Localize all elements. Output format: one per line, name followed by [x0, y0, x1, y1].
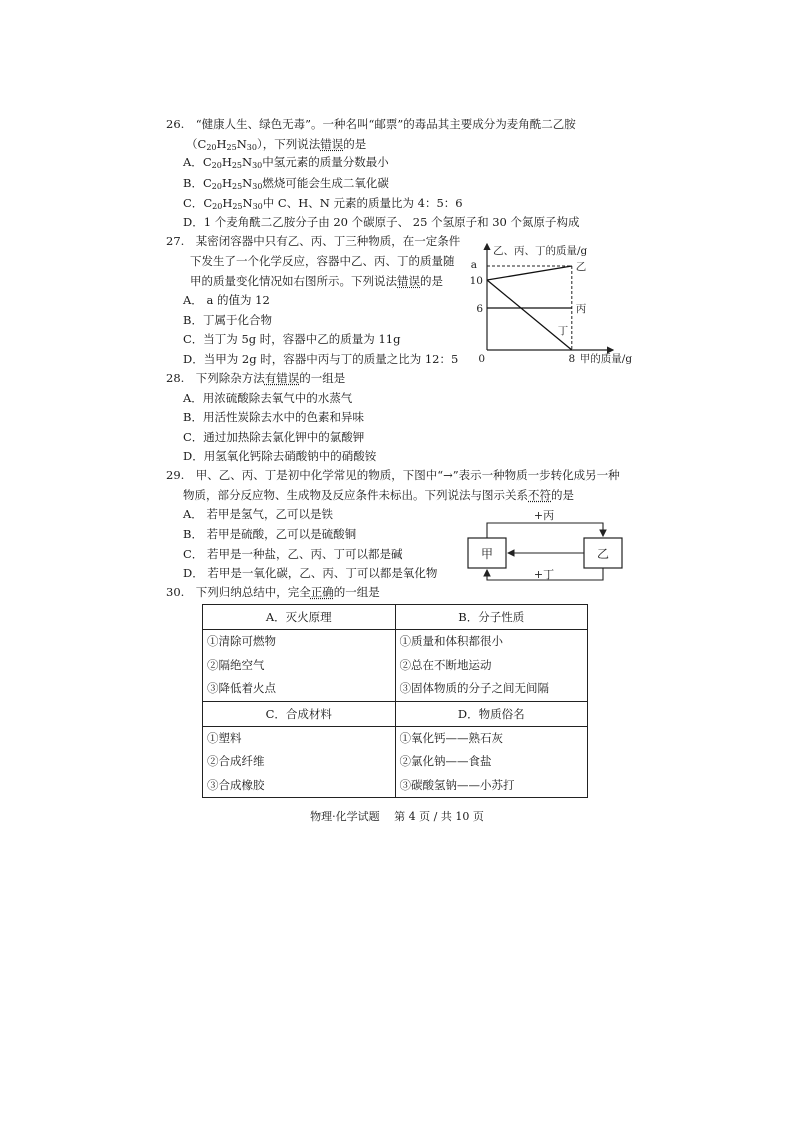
list-item: ②隔绝空气 — [207, 657, 265, 672]
y-axis-label: 乙、丙、丁的质量/g — [493, 245, 588, 257]
list-item: ②总在不断地运动 — [399, 657, 492, 672]
y-tick-label-a: a — [470, 259, 477, 271]
x-tick-label-8: 8 — [568, 353, 576, 365]
q26-option-b: B．$C_{20}H_{25}N_{30}$燃烧可能会生成二氧化碳 — [183, 176, 389, 191]
q27-stem-line2: 下发生了一个化学反应，容器中乙、丙、丁的质量随 — [190, 254, 455, 268]
table-header-b: B．分子性质 — [395, 605, 588, 630]
q29-stem-line1: 29. 甲、乙、丙、丁是初中化学常见的物质，下图中“→”表示一种物质一步转化成另一种 — [166, 468, 620, 482]
list-item: ②氯化钠——食盐 — [399, 754, 492, 768]
q26-stem-line1: 26. “健康人生、绿色无毒”。一种名叫“邮票”的毒品其主要成分为麦角酰二乙胺 — [166, 117, 576, 131]
y-tick-label-6: 6 — [476, 303, 483, 315]
table-header-c: C．合成材料 — [203, 701, 396, 726]
list-item: ③合成橡胶 — [207, 777, 265, 792]
page-footer: 物理·化学试题 第 4 页 / 共 10 页 — [310, 810, 484, 823]
series-label-ding: 丁 — [557, 325, 569, 337]
q27-option-d: D．当甲为 2g 时，容器中丙与丁的质量之比为 12：5 — [183, 352, 459, 366]
label-plus-bing: +丙 — [533, 509, 555, 522]
q28-option-d: D．用氢氧化钙除去硝酸钠中的硝酸铵 — [183, 449, 377, 463]
q27-stem-line1: 27. 某密闭容器中只有乙、丙、丁三种物质，在一定条件 — [166, 234, 461, 248]
q28-option-a: A．用浓硫酸除去氧气中的水蒸气 — [183, 391, 353, 405]
box-jia-label: 甲 — [480, 547, 494, 561]
q27-option-c: C．当丁为 5g 时，容器中乙的质量为 11g — [183, 332, 401, 346]
table-cell-d — [395, 726, 588, 798]
q28-option-b: B．用活性炭除去水中的色素和异味 — [183, 410, 364, 424]
series-label-yi: 乙 — [575, 261, 587, 273]
q29-option-c: C． 若甲是一种盐，乙、丙、丁可以都是碱 — [183, 547, 403, 561]
q29-stem-line2: 物质，部分反应物、生成物及反应条件未标出。下列说法与图示关系不符的是 — [183, 488, 574, 502]
table-cell-a — [203, 630, 396, 702]
q29-option-a: A． 若甲是氢气，乙可以是铁 — [183, 507, 333, 521]
q28-option-c: C．通过加热除去氯化钾中的氯酸钾 — [183, 430, 365, 444]
x-axis-label: 甲的质量/g — [579, 353, 633, 365]
q26-stem-line2: $(C_{20}H_{25}N_{30})$，下列说法错误的是 — [186, 137, 367, 152]
q30-stem: 30. 下列归纳总结中，完全正确的一组是 — [166, 585, 380, 599]
table-cell-b — [395, 630, 588, 702]
q27-mass-chart — [465, 238, 633, 366]
list-item: ①氧化钙——熟石灰 — [399, 730, 503, 745]
table-header-d: D．物质俗名 — [395, 701, 588, 726]
q27-stem-line3: 甲的质量变化情况如右图所示。下列说法错误的是 — [190, 274, 443, 288]
arrow-top — [487, 523, 603, 538]
q29-option-d: D． 若甲是一氧化碳，乙、丙、丁可以都是氧化物 — [183, 566, 438, 580]
list-item: ①塑料 — [207, 730, 242, 745]
list-item: ①质量和体积都很小 — [399, 634, 503, 648]
box-yi-label: 乙 — [596, 547, 610, 561]
table-header-a: A．灭火原理 — [203, 605, 396, 630]
q28-stem: 28. 下列除杂方法有错误的一组是 — [166, 371, 346, 385]
series-line-2 — [487, 280, 572, 350]
q29-conversion-diagram — [462, 508, 632, 588]
list-item: ②合成纤维 — [207, 754, 265, 768]
origin-label: 0 — [478, 353, 485, 365]
table-cell-c — [203, 726, 396, 798]
q27-option-a: A． a 的值为 12 — [183, 293, 270, 307]
series-line-0 — [487, 266, 572, 280]
list-item: ③碳酸氢钠——小苏打 — [399, 777, 515, 792]
list-item: ③固体物质的分子之间无间隔 — [399, 681, 549, 695]
label-plus-ding: +丁 — [533, 568, 555, 581]
q27-option-b: B．丁属于化合物 — [183, 313, 272, 327]
list-item: ①清除可燃物 — [207, 634, 276, 648]
q26-option-c: C．$C_{20}H_{25}N_{30}$中 C、H、N 元素的质量比为 4：5：6 — [183, 196, 463, 211]
y-tick-label-10: 10 — [469, 275, 483, 287]
q26-option-d: D．1 个麦角酰二乙胺分子由 20 个碳原子、 25 个氢原子和 30 个氮原子构成 — [183, 215, 580, 229]
series-label-bing: 丙 — [575, 303, 587, 315]
q30-summary-table — [202, 604, 588, 798]
q29-option-b: B． 若甲是硫酸，乙可以是硫酸铜 — [183, 527, 357, 541]
list-item: ③降低着火点 — [207, 681, 276, 695]
q26-option-a: A．$C_{20}H_{25}N_{30}$中氢元素的质量分数最小 — [183, 155, 389, 170]
